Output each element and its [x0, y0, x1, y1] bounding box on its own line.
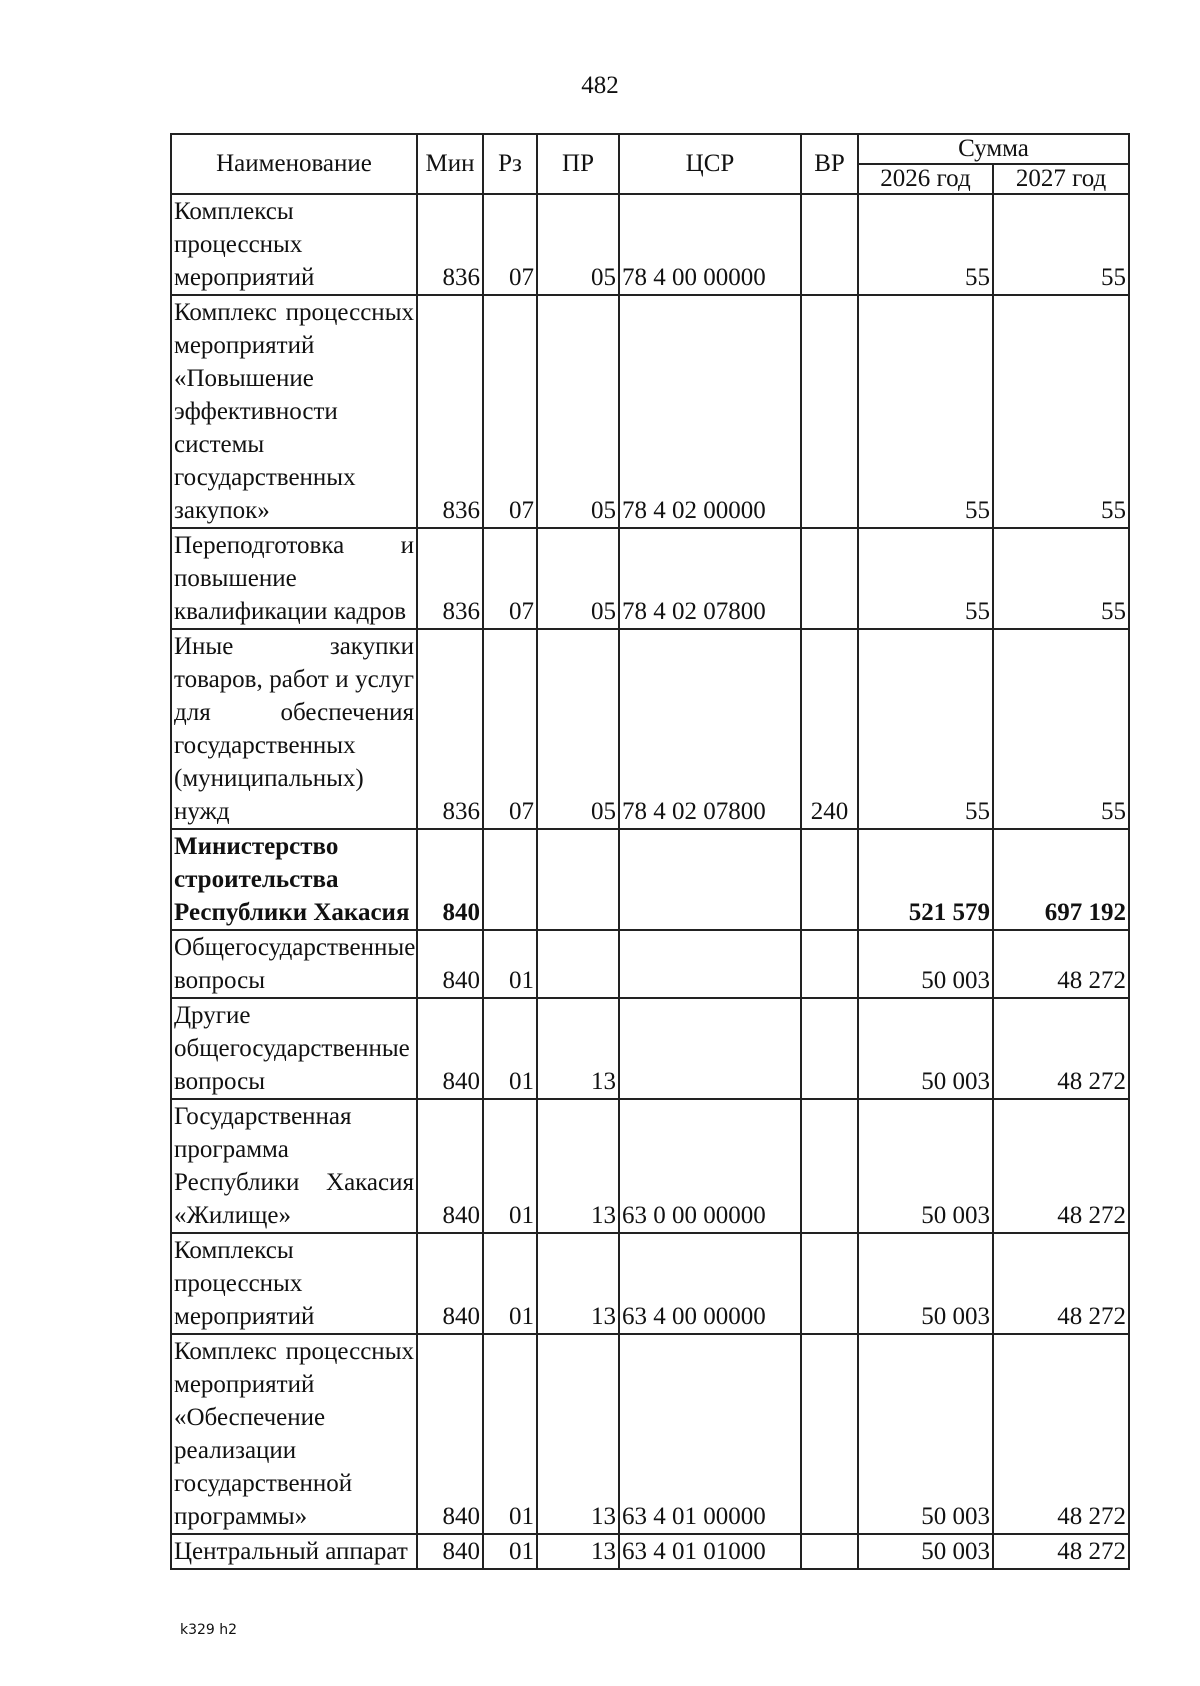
row-min: 840 [417, 1534, 483, 1569]
row-csr: 78 4 02 07800 [619, 629, 801, 829]
row-pr [537, 930, 619, 998]
footer-code: k329 h2 [180, 1622, 238, 1638]
row-vr [801, 1534, 858, 1569]
row-vr [801, 194, 858, 295]
row-pr: 13 [537, 1233, 619, 1334]
row-min: 840 [417, 1334, 483, 1534]
row-csr: 63 0 00 00000 [619, 1099, 801, 1233]
header-rz: Рз [483, 134, 537, 194]
row-min: 840 [417, 829, 483, 930]
row-sum-2027: 48 272 [993, 998, 1129, 1099]
table-row [171, 1534, 1129, 1569]
row-rz: 01 [483, 1233, 537, 1334]
row-min: 840 [417, 1233, 483, 1334]
row-pr: 05 [537, 194, 619, 295]
header-sum: Сумма [858, 134, 1129, 164]
row-sum-2027: 48 272 [993, 1099, 1129, 1233]
row-sum-2027: 48 272 [993, 1534, 1129, 1569]
table-row [171, 998, 1129, 1099]
row-name: Комплекс процессных мероприятий «Обеспечение реализации государственной программы» [171, 1334, 417, 1534]
row-pr [537, 829, 619, 930]
row-sum-2026: 521 579 [858, 829, 993, 930]
row-pr: 13 [537, 998, 619, 1099]
row-rz: 07 [483, 528, 537, 629]
table-row [171, 1233, 1129, 1334]
header-name: Наименование [171, 134, 417, 194]
row-name: Комплекс процессных мероприятий «Повышение эффективности системы государственных закупок» [171, 295, 417, 528]
header-vr: ВР [801, 134, 858, 194]
table-row [171, 1099, 1129, 1233]
row-name: Министерство строительства Республики Хакасия [171, 829, 417, 930]
row-rz: 01 [483, 930, 537, 998]
row-sum-2026: 50 003 [858, 998, 993, 1099]
row-sum-2026: 55 [858, 629, 993, 829]
row-rz: 01 [483, 998, 537, 1099]
row-sum-2027: 48 272 [993, 930, 1129, 998]
row-sum-2026: 50 003 [858, 1099, 993, 1233]
row-rz: 01 [483, 1099, 537, 1233]
row-min: 836 [417, 528, 483, 629]
row-sum-2027: 697 192 [993, 829, 1129, 930]
row-csr: 78 4 02 00000 [619, 295, 801, 528]
row-sum-2026: 55 [858, 528, 993, 629]
row-name: Общегосударственные вопросы [171, 930, 417, 998]
row-csr: 63 4 00 00000 [619, 1233, 801, 1334]
row-vr [801, 1233, 858, 1334]
row-sum-2027: 48 272 [993, 1334, 1129, 1534]
row-min: 836 [417, 629, 483, 829]
budget-table [170, 133, 1130, 1570]
table-body [171, 194, 1129, 1569]
row-sum-2026: 50 003 [858, 1233, 993, 1334]
row-min: 836 [417, 295, 483, 528]
table-row [171, 930, 1129, 998]
row-csr [619, 998, 801, 1099]
row-pr: 05 [537, 528, 619, 629]
row-vr [801, 1334, 858, 1534]
row-name: Комплексы процессных мероприятий [171, 1233, 417, 1334]
row-rz: 01 [483, 1534, 537, 1569]
row-pr: 05 [537, 295, 619, 528]
table-row [171, 194, 1129, 295]
row-min: 840 [417, 998, 483, 1099]
row-sum-2026: 50 003 [858, 930, 993, 998]
row-csr [619, 930, 801, 998]
table-row [171, 829, 1129, 930]
row-sum-2027: 48 272 [993, 1233, 1129, 1334]
row-sum-2026: 50 003 [858, 1334, 993, 1534]
row-sum-2026: 55 [858, 295, 993, 528]
table-header [171, 134, 1129, 194]
row-name: Комплексы процессных мероприятий [171, 194, 417, 295]
row-rz: 07 [483, 629, 537, 829]
row-min: 836 [417, 194, 483, 295]
header-min: Мин [417, 134, 483, 194]
row-sum-2026: 50 003 [858, 1534, 993, 1569]
row-vr: 240 [801, 629, 858, 829]
row-csr: 78 4 00 00000 [619, 194, 801, 295]
page-number: 482 [581, 72, 619, 99]
row-vr [801, 528, 858, 629]
row-sum-2027: 55 [993, 528, 1129, 629]
row-name: Государственная программа Республики Хакасия «Жилище» [171, 1099, 417, 1233]
row-name: Другие общегосударственные вопросы [171, 998, 417, 1099]
row-vr [801, 930, 858, 998]
row-vr [801, 295, 858, 528]
header-csr: ЦСР [619, 134, 801, 194]
row-csr: 63 4 01 01000 [619, 1534, 801, 1569]
row-min: 840 [417, 1099, 483, 1233]
row-sum-2027: 55 [993, 295, 1129, 528]
row-rz: 01 [483, 1334, 537, 1534]
row-csr: 63 4 01 00000 [619, 1334, 801, 1534]
row-rz: 07 [483, 295, 537, 528]
table-row [171, 629, 1129, 829]
row-pr: 13 [537, 1334, 619, 1534]
row-rz: 07 [483, 194, 537, 295]
row-csr: 78 4 02 07800 [619, 528, 801, 629]
header-pr: ПР [537, 134, 619, 194]
row-sum-2027: 55 [993, 194, 1129, 295]
row-csr [619, 829, 801, 930]
table-row [171, 295, 1129, 528]
table-row [171, 1334, 1129, 1534]
row-pr: 13 [537, 1534, 619, 1569]
row-vr [801, 1099, 858, 1233]
row-name: Иные закупки товаров, работ и услуг для обеспечения государственных (муниципальных) нужд [171, 629, 417, 829]
row-sum-2026: 55 [858, 194, 993, 295]
row-pr: 13 [537, 1099, 619, 1233]
row-vr [801, 998, 858, 1099]
row-rz [483, 829, 537, 930]
header-year-2026: 2026 год [858, 164, 993, 194]
row-vr [801, 829, 858, 930]
row-sum-2027: 55 [993, 629, 1129, 829]
row-pr: 05 [537, 629, 619, 829]
row-name: Переподготовка и повышение квалификации кадров [171, 528, 417, 629]
header-year-2027: 2027 год [993, 164, 1129, 194]
table-row [171, 528, 1129, 629]
row-min: 840 [417, 930, 483, 998]
row-name: Центральный аппарат [171, 1534, 417, 1569]
